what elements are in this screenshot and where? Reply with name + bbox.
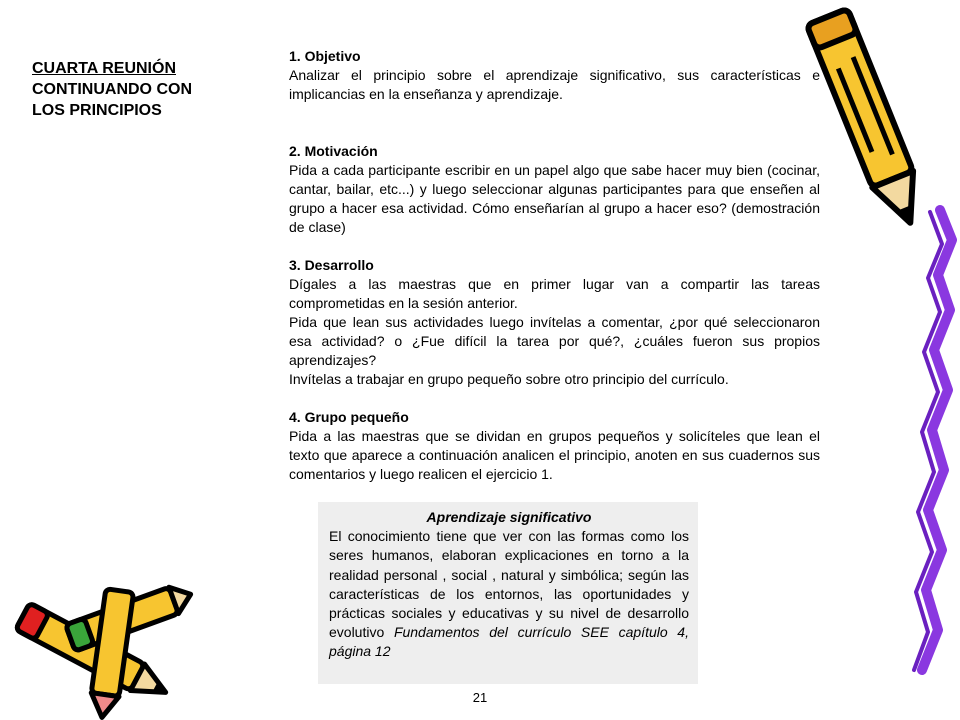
page-title bbox=[32, 58, 232, 121]
title-line-3: LOS PRINCIPIOS bbox=[32, 102, 162, 119]
section-paragraph: Pida a cada participante escribir en un papel algo que sabe hacer muy bien (cocinar, cantar, bailar, etc...) y luego seleccionar algunas participantes para que enseñen al grupo a hacer esa actividad. Cómo enseñarían al grupo a hacer eso? (demostración de clase) bbox=[289, 162, 820, 235]
purple-ribbon-decoration bbox=[900, 200, 960, 680]
section-motivacion bbox=[289, 142, 820, 237]
quote-box bbox=[318, 502, 698, 684]
title-line-1: CUARTA REUNIÓN bbox=[32, 60, 176, 77]
section-paragraph: Pida a las maestras que se dividan en grupos pequeños y solicíteles que lean el texto que aparece a continuación analicen el principio, anoten en sus cuadernos sus comentarios y luego realicen el ejercicio 1. bbox=[289, 428, 820, 482]
section-heading: 3. Desarrollo bbox=[289, 257, 374, 273]
section-objetivo bbox=[289, 47, 820, 104]
section-desarrollo bbox=[289, 256, 820, 389]
section-grupo-pequeno bbox=[289, 408, 820, 484]
quote-box-text bbox=[329, 527, 689, 661]
section-paragraph: Analizar el principio sobre el aprendizaje significativo, sus características e implicancias en la enseñanza y aprendizaje. bbox=[289, 67, 820, 102]
title-line-2: CONTINUANDO CON bbox=[32, 81, 192, 98]
section-paragraph: Invítelas a trabajar en grupo pequeño sobre otro principio del currículo. bbox=[289, 371, 729, 387]
quote-box-reference: Fundamentos del currículo SEE capítulo 4, página 12 bbox=[329, 624, 689, 660]
section-paragraph: Pida que lean sus actividades luego invítelas a comentar, ¿por qué seleccionaron esa actividad? o ¿Fue difícil la tarea por qué?, ¿cuáles fueron sus propios aprendizajes? bbox=[289, 314, 820, 368]
crossed-pencils-icon bbox=[0, 570, 200, 720]
section-heading: 2. Motivación bbox=[289, 143, 378, 159]
quote-box-title: Aprendizaje significativo bbox=[426, 509, 592, 525]
page-number: 21 bbox=[472, 690, 488, 705]
main-content bbox=[289, 47, 820, 503]
section-heading: 4. Grupo pequeño bbox=[289, 409, 409, 425]
section-paragraph: Dígales a las maestras que en primer lugar van a compartir las tareas comprometidas en la sesión anterior. bbox=[289, 276, 820, 311]
quote-box-body: El conocimiento tiene que ver con las formas como los seres humanos, elaboran explicaciones en torno a la realidad personal , social , natural y simbólica; según las características de los entornos, las oportunidades y prácticas sociales y educativas y su nivel de desarrollo evolutivo bbox=[329, 528, 689, 641]
section-heading: 1. Objetivo bbox=[289, 48, 361, 64]
